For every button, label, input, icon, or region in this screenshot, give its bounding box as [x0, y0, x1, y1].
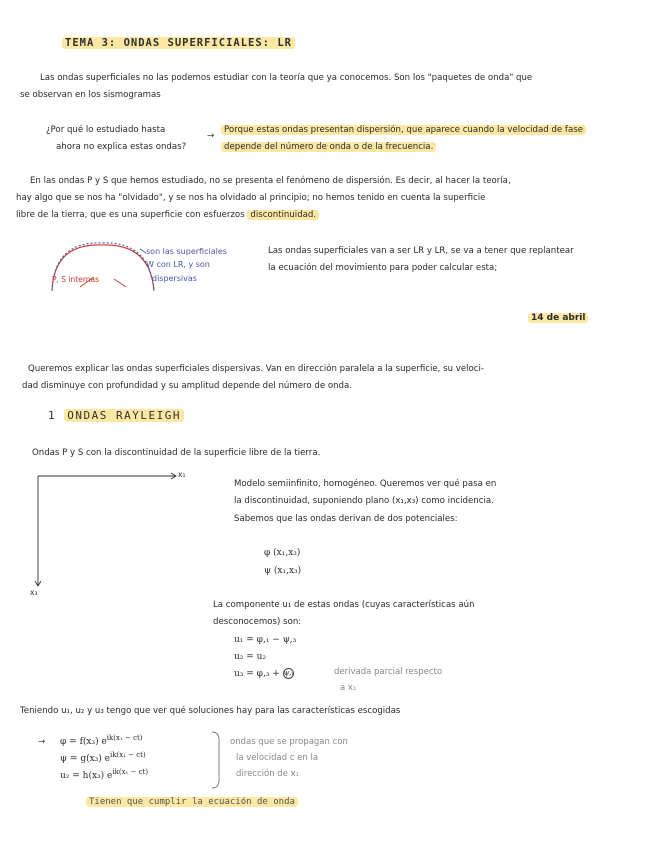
answer-line-2: depende del número de onda o de la frecuencia. [221, 142, 436, 154]
eq-u2: u₂ = u₂ [234, 652, 267, 662]
page-title: TEMA 3: ONDAS SUPERFICIALES: LR [62, 36, 295, 50]
components-line-1: La componente u₁ de estas ondas (cuyas características aún [213, 600, 475, 610]
eq-u3: u₃ = φ,₃ + ψ,₁ [234, 669, 295, 679]
para5: Ondas P y S con la discontinuidad de la superficie libre de la tierra. [32, 448, 321, 458]
para2-line-3: libre de la tierra, que es una superficie con esfuerzos discontinuidad. [16, 210, 319, 222]
para4-line-2: dad disminuye con profundidad y su amplitud depende del número de onda. [22, 381, 352, 391]
model-line-3: Sabemos que las ondas derivan de dos potenciales: [234, 514, 458, 524]
footer-note: Tienen que cumplir la ecuación de onda [86, 796, 298, 808]
earth-surface-figure [40, 235, 160, 295]
figure-label-internal: P, S internas [52, 275, 100, 284]
figure-label-1: son las superficiales [146, 247, 227, 256]
para6: Teniendo u₁, u₂ y u₃ tengo que ver qué soluciones hay para las características escogidas [20, 706, 401, 716]
intro-line-1: Las ondas superficiales no las podemos estudiar con la teoría que ya conocemos. Son los "paquetes de onda" que [40, 73, 533, 83]
answer-arrow: → [207, 131, 215, 141]
date-label: 14 de abril [528, 312, 588, 324]
para3-line-1: Las ondas superficiales van a ser LR y LR, se va a tener que replantear [268, 246, 574, 256]
axis-z-label: x₃ [30, 588, 38, 597]
solutions-note-2: la velocidad c en la [236, 753, 319, 763]
model-line-2: la discontinuidad, suponiendo plano (x₁,x₃) como incidencia. [234, 496, 494, 506]
question-line-2: ahora no explica estas ondas? [56, 142, 187, 152]
axes-figure [26, 470, 196, 600]
eq-u1: u₁ = φ,₁ − ψ,₃ [234, 635, 297, 645]
solution-psi: ψ = g(x₃) $e^{ik(x_1 - ct)}$ [60, 751, 146, 764]
intro-line-2: se observan en los sismogramas [20, 90, 161, 100]
question-line-1: ¿Por qué lo estudiado hasta [46, 125, 166, 135]
potential-phi: φ (x₁,x₃) [264, 548, 301, 558]
axis-x-label: x₁ [178, 470, 186, 479]
para2-line-1: En las ondas P y S que hemos estudiado, no se presenta el fenómeno de dispersión. Es decir, al hacer la teoría, [30, 176, 511, 186]
partial-derivative-circle: ψ,₁ [283, 669, 295, 677]
derivative-note-1: derivada parcial respecto [334, 667, 443, 677]
solution-phi: φ = f(x₃) $e^{ik(x_1 - ct)}$ [60, 734, 143, 747]
para4-line-1: Queremos explicar las ondas superficiales dispersivas. Van en dirección paralela a la superficie, su veloci- [28, 364, 484, 374]
solutions-note-1: ondas que se propagan con [230, 737, 348, 747]
derivative-note-2: a x₁ [340, 683, 357, 693]
solutions-note-3: dirección de x₁ [236, 769, 300, 779]
components-line-2: desconocemos) son: [213, 617, 302, 627]
figure-label-3: dispersivas [152, 274, 197, 283]
solution-u2: u₂ = h(x₃) $e^{ik(x_1 - ct)}$ [60, 768, 149, 781]
answer-line-1: Porque estas ondas presentan dispersión, que aparece cuando la velocidad de fase [221, 125, 586, 137]
solutions-arrow: → [38, 737, 46, 747]
section-heading: 1 ONDAS RAYLEIGH [48, 409, 184, 424]
solutions-bracket [210, 730, 224, 790]
potential-psi: ψ (x₁,x₃) [264, 566, 302, 576]
para3-line-2: la ecuación del movimiento para poder calcular esta; [268, 263, 498, 273]
model-line-1: Modelo semiinfinito, homogéneo. Queremos ver qué pasa en [234, 479, 497, 489]
para2-line-2: hay algo que se nos ha "olvidado", y se nos ha olvidado al principio; no hemos tenido en cuenta la superficie [16, 193, 486, 203]
figure-label-2: W con LR, y son [146, 260, 210, 269]
